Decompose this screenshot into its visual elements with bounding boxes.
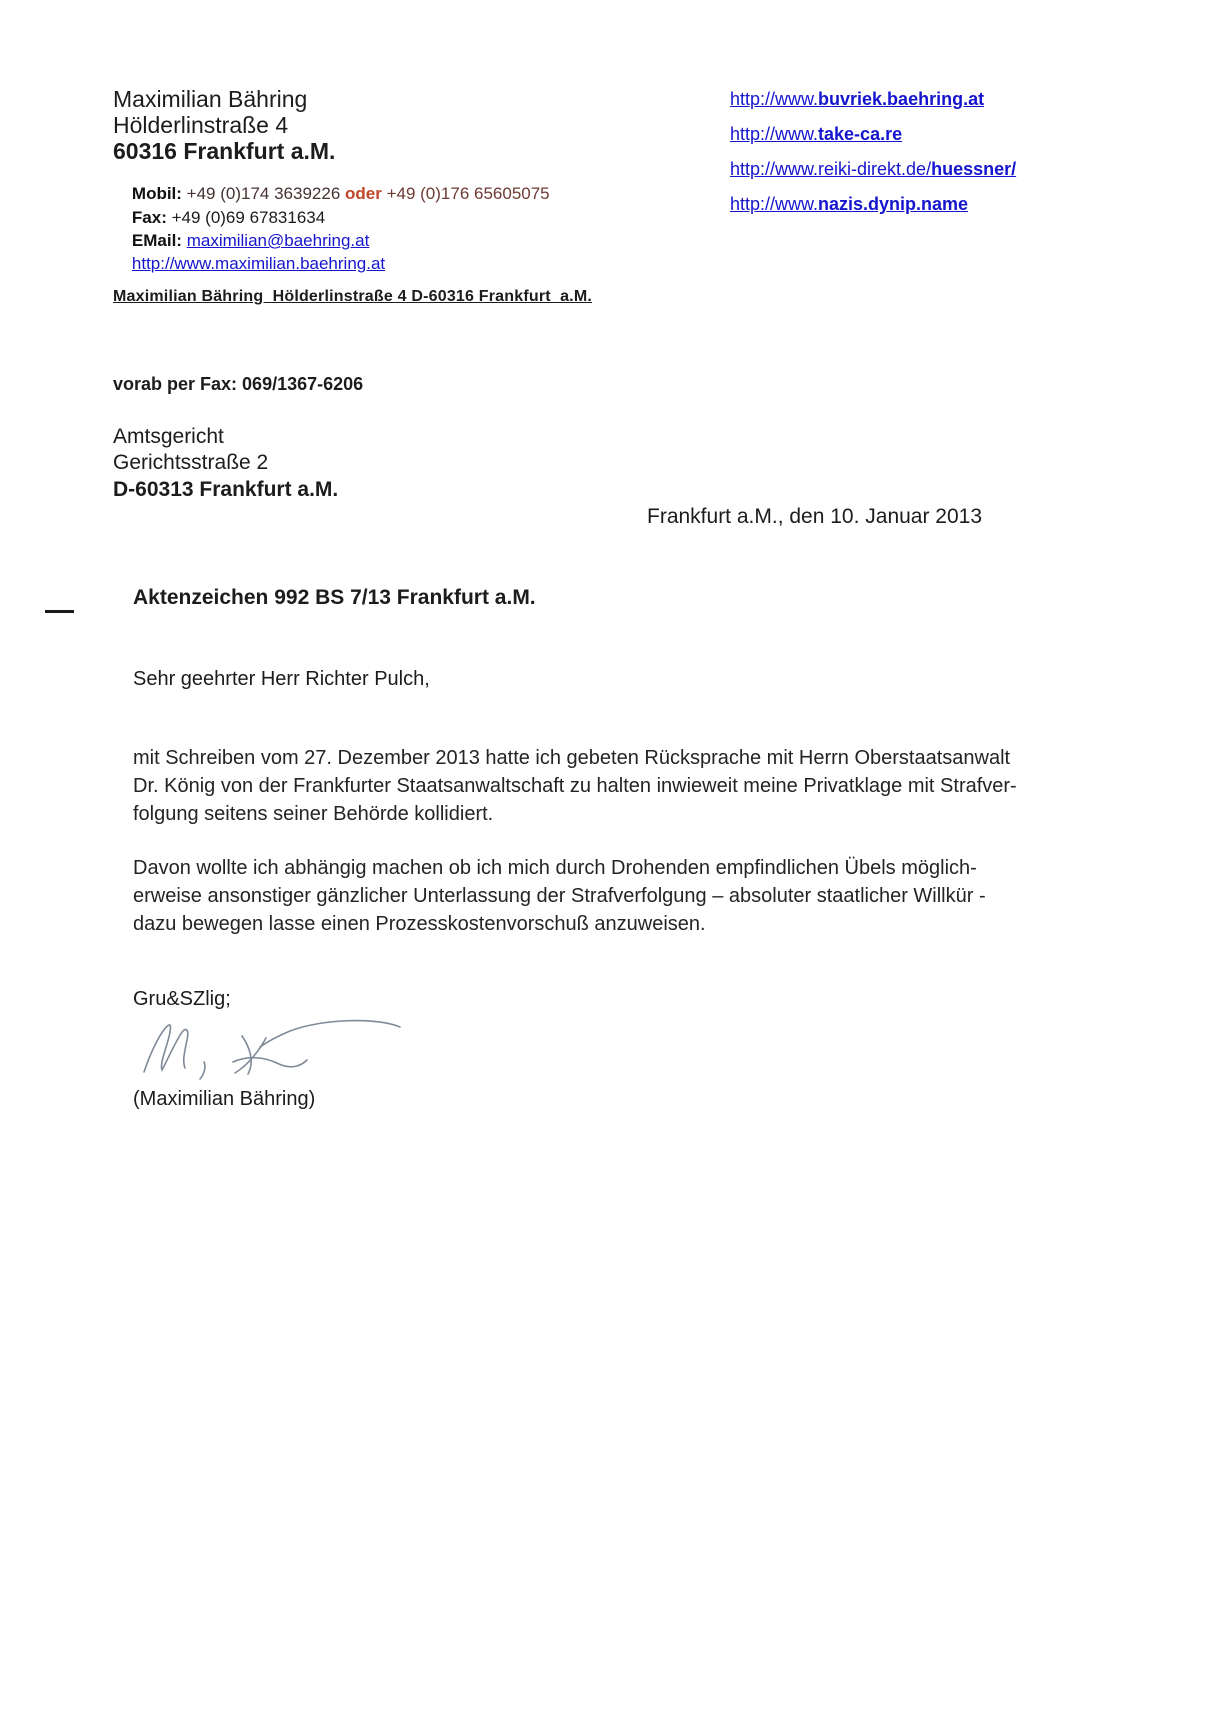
url-domain: buvriek.baehring.at [818, 89, 985, 109]
handwritten-signature [138, 1012, 428, 1092]
paragraph-line: folgung seitens seiner Behörde kollidiert. [133, 803, 494, 825]
fax-number: +49 (0)69 67831634 [171, 208, 326, 227]
date-line: Frankfurt a.M., den 10. Januar 2013 [647, 505, 983, 528]
email-label: EMail: [131, 231, 187, 250]
url-prefix: http://www. [730, 89, 819, 109]
fold-mark [45, 610, 74, 613]
website-link[interactable]: http://www.maximilian.baehring.at [131, 254, 386, 273]
printed-signature-name: (Maximilian Bähring) [133, 1088, 316, 1110]
fax-label: Fax: [131, 208, 172, 227]
url-prefix: http://www. [730, 124, 819, 144]
body-paragraph-2 [133, 854, 986, 938]
website-line [113, 234, 385, 294]
mobile-label: Mobil: [131, 184, 187, 203]
recipient-city: D-60313 Frankfurt a.M. [113, 478, 339, 501]
salutation: Sehr geehrter Herr Richter Pulch, [133, 668, 430, 690]
mobile-number-2: +49 (0)176 65605075 [386, 184, 550, 203]
paragraph-line: dazu bewegen lasse einen Prozesskostenvorschuß anzuweisen. [133, 913, 706, 935]
paragraph-line: Dr. König von der Frankfurter Staatsanwaltschaft zu halten inwieweit meine Privatklage mit Strafver- [133, 775, 1017, 797]
letterhead-links [730, 88, 1016, 228]
link-row [730, 88, 1016, 110]
url-link-take-ca[interactable] [730, 124, 902, 144]
sender-name: Maximilian Bähring [113, 86, 308, 112]
paragraph-line: mit Schreiben vom 27. Dezember 2013 hatte ich gebeten Rücksprache mit Herrn Oberstaatsanwalt [133, 747, 1011, 769]
signature-strokes [138, 1012, 428, 1087]
url-link-buvriek[interactable] [730, 89, 984, 109]
mobile-number-1: +49 (0)174 3639226 [186, 184, 341, 203]
url-link-reiki-direkt[interactable] [730, 159, 1016, 179]
url-domain: nazis.dynip.name [818, 194, 969, 214]
url-prefix: http://www. [730, 159, 819, 179]
url-prefix: http://www. [730, 194, 819, 214]
recipient-street: Gerichtsstraße 2 [113, 451, 269, 474]
link-row [730, 193, 1016, 215]
url-domain: take-ca.re [818, 124, 903, 144]
url-domain: huessner/ [931, 159, 1017, 179]
paragraph-line: Davon wollte ich abhängig machen ob ich mich durch Drohenden empfindlichen Übels möglich- [133, 857, 977, 879]
email-link[interactable]: maximilian@baehring.at [186, 231, 370, 250]
fax-note: vorab per Fax: 069/1367-6206 [113, 374, 364, 394]
paragraph-line: erweise ansonstiger gänzlicher Unterlassung der Strafverfolgung – absoluter staatlicher Willkür - [133, 885, 986, 907]
sender-city: 60316 Frankfurt a.M. [113, 138, 336, 164]
body-paragraph-1 [133, 744, 1017, 828]
mobile-conjunction: oder [340, 184, 387, 203]
url-link-nazis-dynip[interactable] [730, 194, 968, 214]
sender-street: Hölderlinstraße 4 [113, 112, 289, 138]
link-row [730, 158, 1016, 180]
recipient-court: Amtsgericht [113, 425, 224, 448]
case-reference: Aktenzeichen 992 BS 7/13 Frankfurt a.M. [133, 586, 536, 609]
url-mid: reiki-direkt.de/ [818, 159, 932, 179]
closing-greeting: Gru&SZlig; [133, 988, 231, 1010]
link-row [730, 123, 1016, 145]
sender-address-line: Maximilian Bähring Hölderlinstraße 4 D-60316 Frankfurt a.M. [113, 288, 592, 305]
